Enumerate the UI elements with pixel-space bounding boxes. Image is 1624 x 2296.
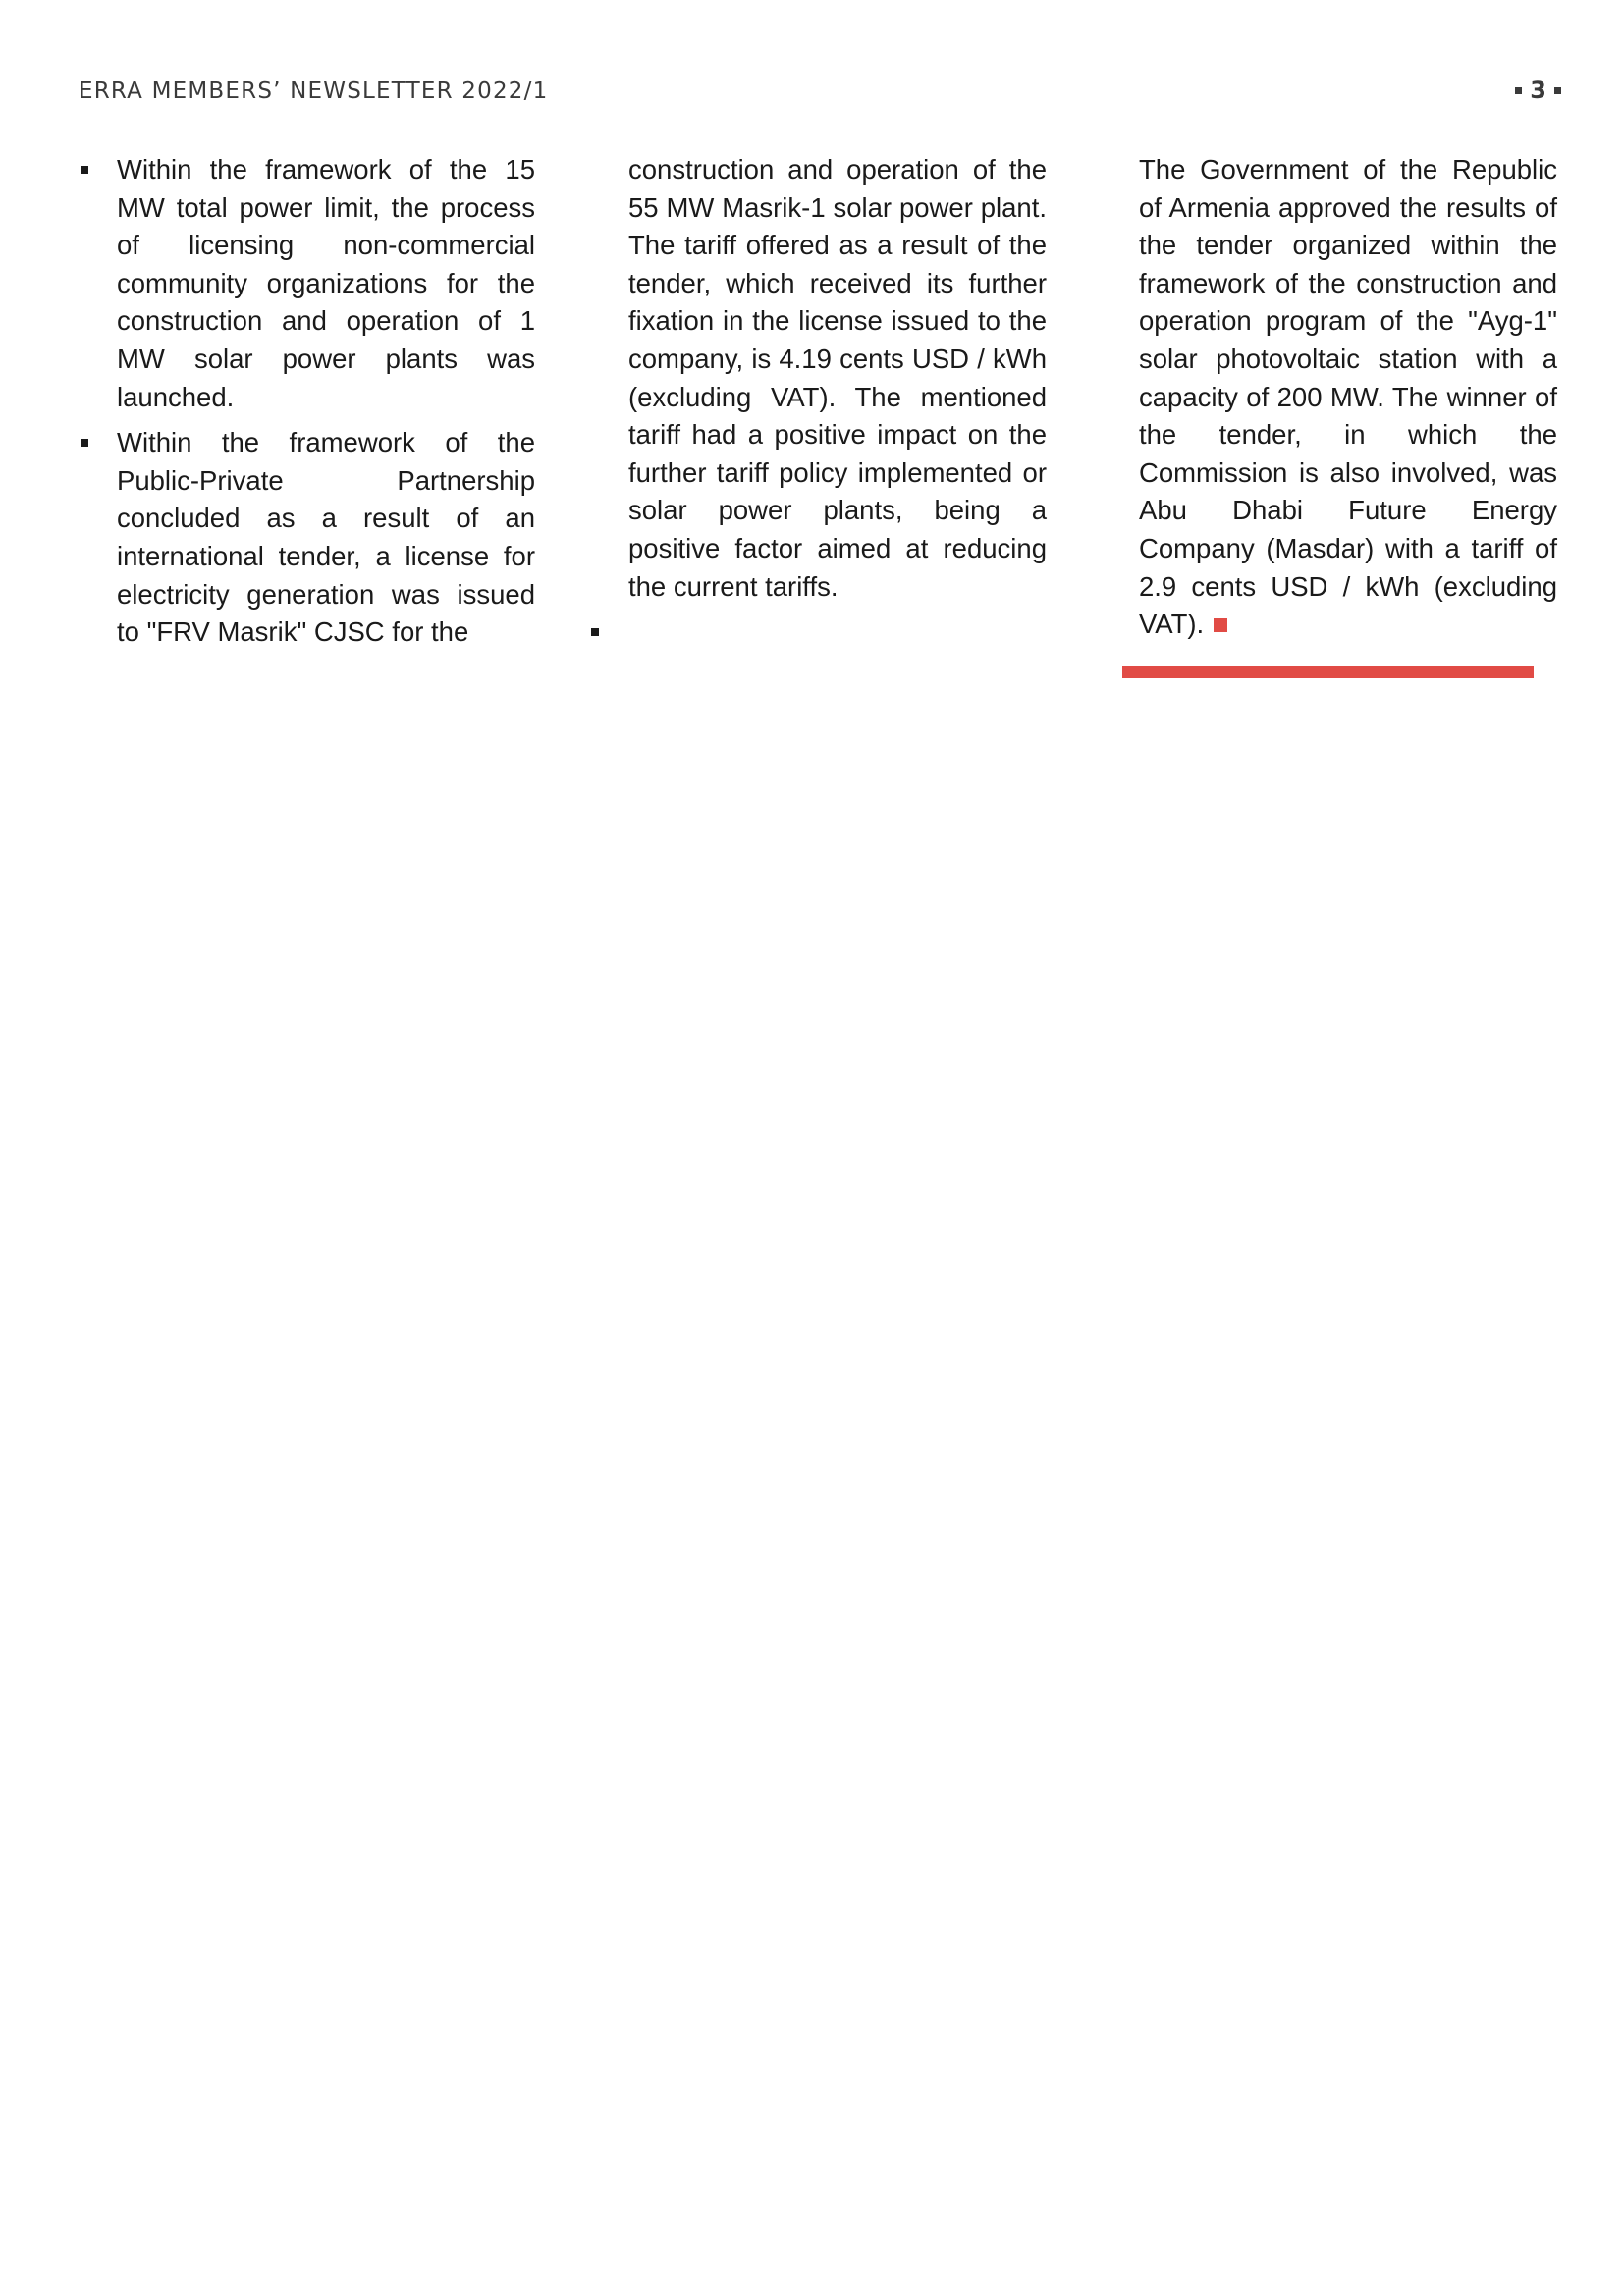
accent-divider [1122, 666, 1534, 678]
square-bullet-icon [81, 166, 88, 174]
square-bullet-icon [591, 628, 599, 636]
page-number-group [1515, 77, 1561, 104]
paragraph-text: The Government of the Republic of Armenia approved the results of the tender organized within the framework of the construction and operation program of the "Ayg-1" solar photovoltaic station with a capacity of 200 MW. The winner of the tender, in which the Commission is also involved, was Abu Dhabi Future Energy Company (Masdar) with a tariff of 2.9 cents USD / kWh (excluding VAT). [1139, 154, 1557, 640]
paragraph [1139, 151, 1557, 644]
list-item [79, 424, 535, 652]
list-item-continuation [589, 151, 1047, 606]
text-column-3 [1139, 151, 1557, 644]
list-item [79, 151, 535, 416]
text-column-1 [79, 151, 535, 660]
square-bullet-icon [1554, 87, 1561, 94]
text-column-2 [589, 151, 1047, 649]
newsletter-title: ERRA MEMBERS’ NEWSLETTER 2022/1 [79, 79, 549, 104]
end-of-article-icon [1214, 618, 1227, 632]
continuation-text: construction and operation of the 55 MW Masrik-1 solar power plant. The tariff offered as a result of the tender, which received its further fixation in the license issued to the company, is 4.19 cents USD / kWh (excluding VAT). The mentioned tariff had a positive impact on the further tariff policy implemented or solar power plants, being a positive factor aimed at reducing the current tariffs. [628, 154, 1047, 602]
list-item-text: Within the framework of the 15 MW total power limit, the process of licensing non-commercial community organizations for the construction and operation of 1 MW solar power plants was launched. [117, 154, 535, 412]
square-bullet-icon [1515, 87, 1522, 94]
list-item-text: Within the framework of the Public-Private Partnership concluded as a result of an international tender, a license for electricity generation was issued to "FRV Masrik" CJSC for the [117, 427, 535, 648]
empty-list-item [589, 612, 1047, 649]
square-bullet-icon [81, 439, 88, 447]
page-number: 3 [1530, 77, 1546, 104]
